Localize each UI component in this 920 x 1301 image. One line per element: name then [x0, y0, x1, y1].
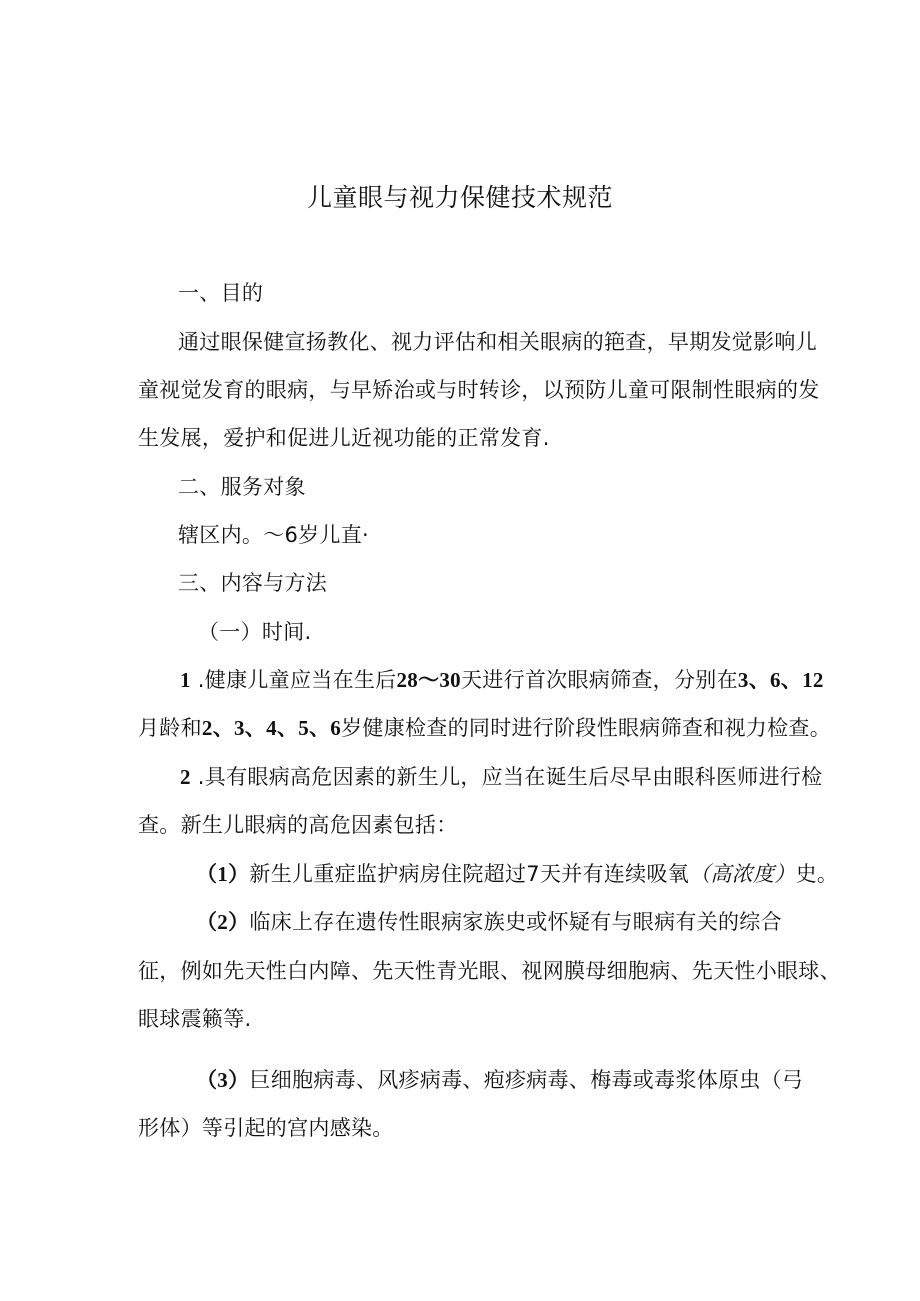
item-1-line-1	[180, 665, 824, 695]
risk-factor-2-line-2: 征，例如先天性白内障、先天性青光眼、视网膜母细胞病、先天性小眼球、	[138, 959, 841, 983]
item-2-line-2: 查。新生儿眼病的高危因素包括：	[138, 813, 458, 837]
section-heading-purpose: 一、目的	[178, 281, 264, 305]
item-number-ages: 2、3、4、5、6	[201, 716, 342, 740]
risk-factor-3-line-1	[196, 1065, 803, 1095]
page-title: 儿童眼与视力保健技术规范	[306, 183, 613, 212]
risk-factor-2-line-1	[196, 907, 782, 937]
subsection-heading-time: （一）时间.	[198, 620, 312, 644]
item-1-line-2	[138, 713, 831, 743]
risk-text-emphasis: （高浓度）	[689, 862, 796, 886]
purpose-paragraph-line-1: 通过眼保健宣扬教化、视力评估和相关眼病的筢查，早期发觉影响儿	[178, 330, 817, 354]
purpose-paragraph-line-2: 童视觉发育的眼病，与早矫治或与时转诊，以预防儿童可限制性眼病的发	[138, 378, 820, 402]
item-text: 月龄和	[138, 716, 202, 740]
service-target-text: 辖区内。〜6岁儿直·	[178, 523, 370, 547]
item-number: 1	[180, 668, 191, 692]
purpose-paragraph-line-3: 生发展，爱护和促进儿近视功能的正常发育.	[138, 426, 550, 450]
risk-number: （3）	[196, 1068, 250, 1092]
item-text: 岁健康检查的同时进行阶段性眼病筛查和视力检查。	[341, 716, 832, 740]
risk-text: 临床上存在遗传性眼病家族史或怀疑有与眼病有关的综合	[249, 910, 782, 934]
risk-number: （1）	[196, 862, 250, 886]
risk-text: 史。	[795, 862, 839, 886]
item-number-months: 3、6、12	[737, 668, 824, 692]
risk-factor-3-line-2: 形体）等引起的宫内感染。	[138, 1116, 394, 1140]
item-2-line-1	[180, 762, 822, 792]
risk-factor-2-line-3: 眼球震籁等.	[138, 1007, 252, 1031]
risk-text: 新生儿重症监护病房住院超过7天并有连续吸氧	[249, 862, 690, 886]
risk-number: （2）	[196, 910, 250, 934]
risk-text: 巨细胞病毒、风疹病毒、疱疹病毒、梅毒或毒浆体原虫（弓	[249, 1068, 804, 1092]
section-heading-content-method: 三、内容与方法	[178, 571, 328, 595]
item-number-range: 28〜30	[396, 668, 461, 692]
item-text: .健康儿童应当在生后	[197, 668, 397, 692]
risk-factor-1	[196, 859, 838, 889]
item-number: 2	[180, 765, 191, 789]
item-text: 天进行首次眼病筛查，分别在	[460, 668, 738, 692]
item-text: .具有眼病高危因素的新生儿，应当在诞生后尽早由眼科医师进行检	[197, 765, 823, 789]
section-heading-service-target: 二、服务对象	[178, 475, 306, 499]
